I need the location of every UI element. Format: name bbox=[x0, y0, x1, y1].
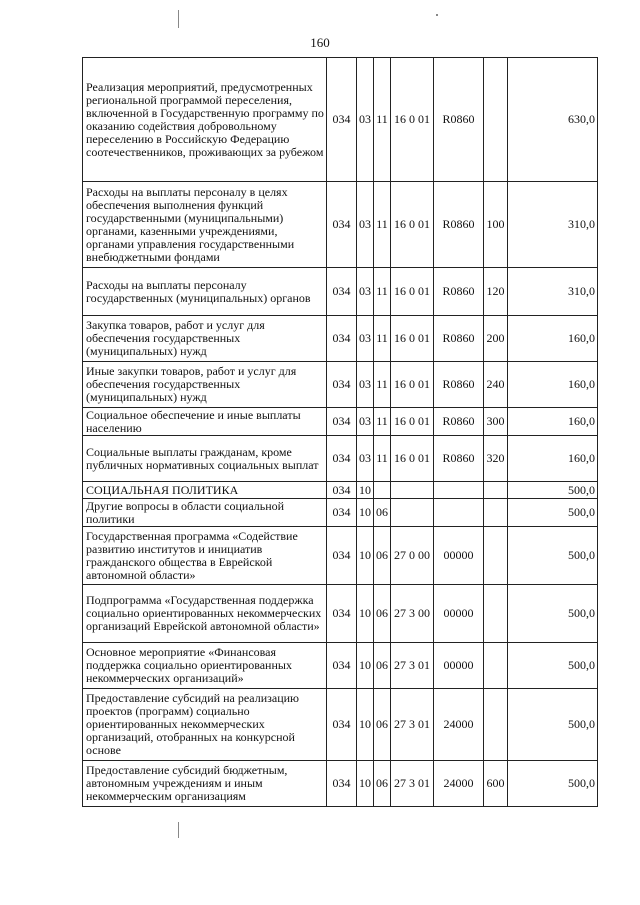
cell-rz: 10 bbox=[357, 761, 374, 807]
cell-pr: 06 bbox=[374, 643, 391, 689]
table-row bbox=[83, 643, 598, 689]
cell-pr: 11 bbox=[374, 408, 391, 436]
table-row bbox=[83, 585, 598, 643]
scan-mark bbox=[178, 822, 179, 838]
table-row bbox=[83, 761, 598, 807]
cell-name: Расходы на выплаты персоналу государственных (муниципальных) органов bbox=[83, 268, 327, 316]
cell-name: Реализация мероприятий, предусмотренных региональной программой переселения, включенной в Государственную программу по оказанию содействия добровольному переселению в Российскую Федерацию соотечественников, проживающих за рубежом bbox=[83, 58, 327, 182]
cell-csr-program: 27 3 01 bbox=[391, 689, 434, 761]
cell-name: Иные закупки товаров, работ и услуг для обеспечения государственных (муниципальных) нужд bbox=[83, 362, 327, 408]
cell-ved: 034 bbox=[327, 58, 357, 182]
cell-csr-direction: R0860 bbox=[434, 182, 484, 268]
cell-pr: 06 bbox=[374, 689, 391, 761]
cell-csr-direction: R0860 bbox=[434, 58, 484, 182]
cell-csr-program: 16 0 01 bbox=[391, 362, 434, 408]
cell-pr: 11 bbox=[374, 182, 391, 268]
cell-name: Основное мероприятие «Финансовая поддержка социально ориентированных некоммерческих организаций» bbox=[83, 643, 327, 689]
cell-rz: 10 bbox=[357, 482, 374, 499]
cell-pr: 06 bbox=[374, 527, 391, 585]
table-row bbox=[83, 482, 598, 499]
cell-pr: 11 bbox=[374, 58, 391, 182]
cell-pr: 11 bbox=[374, 316, 391, 362]
cell-vr bbox=[484, 482, 508, 499]
cell-csr-program: 16 0 01 bbox=[391, 268, 434, 316]
cell-csr-program: 16 0 01 bbox=[391, 58, 434, 182]
cell-ved: 034 bbox=[327, 527, 357, 585]
cell-pr bbox=[374, 482, 391, 499]
cell-csr-program: 27 3 01 bbox=[391, 643, 434, 689]
cell-csr-direction: 24000 bbox=[434, 761, 484, 807]
table-row bbox=[83, 436, 598, 482]
cell-rz: 03 bbox=[357, 436, 374, 482]
cell-rz: 03 bbox=[357, 182, 374, 268]
table-row bbox=[83, 408, 598, 436]
cell-name: Социальные выплаты гражданам, кроме публичных нормативных социальных выплат bbox=[83, 436, 327, 482]
cell-name: Другие вопросы в области социальной политики bbox=[83, 499, 327, 527]
cell-ved: 034 bbox=[327, 689, 357, 761]
cell-vr bbox=[484, 585, 508, 643]
cell-rz: 03 bbox=[357, 408, 374, 436]
cell-sum: 500,0 bbox=[508, 643, 598, 689]
cell-csr-program: 27 3 00 bbox=[391, 585, 434, 643]
cell-csr-program bbox=[391, 482, 434, 499]
cell-rz: 03 bbox=[357, 58, 374, 182]
cell-ved: 034 bbox=[327, 408, 357, 436]
cell-rz: 10 bbox=[357, 689, 374, 761]
cell-rz: 10 bbox=[357, 499, 374, 527]
cell-sum: 500,0 bbox=[508, 499, 598, 527]
page-number: 160 bbox=[310, 35, 330, 50]
cell-sum: 630,0 bbox=[508, 58, 598, 182]
cell-name: Предоставление субсидий бюджетным, автономным учреждениям и иным некоммерческим организациям bbox=[83, 761, 327, 807]
cell-ved: 034 bbox=[327, 362, 357, 408]
cell-name: СОЦИАЛЬНАЯ ПОЛИТИКА bbox=[83, 482, 327, 499]
cell-pr: 06 bbox=[374, 499, 391, 527]
table-row bbox=[83, 362, 598, 408]
table-row bbox=[83, 316, 598, 362]
cell-csr-program: 16 0 01 bbox=[391, 408, 434, 436]
cell-vr: 320 bbox=[484, 436, 508, 482]
cell-rz: 10 bbox=[357, 643, 374, 689]
cell-name: Социальное обеспечение и иные выплаты населению bbox=[83, 408, 327, 436]
cell-sum: 160,0 bbox=[508, 362, 598, 408]
cell-csr-direction bbox=[434, 482, 484, 499]
cell-ved: 034 bbox=[327, 643, 357, 689]
cell-csr-direction: R0860 bbox=[434, 316, 484, 362]
cell-csr-program: 16 0 01 bbox=[391, 436, 434, 482]
cell-csr-direction: 00000 bbox=[434, 643, 484, 689]
table-row bbox=[83, 268, 598, 316]
cell-ved: 034 bbox=[327, 482, 357, 499]
cell-sum: 500,0 bbox=[508, 585, 598, 643]
cell-vr bbox=[484, 58, 508, 182]
cell-sum: 500,0 bbox=[508, 482, 598, 499]
budget-table bbox=[82, 57, 598, 807]
cell-vr: 100 bbox=[484, 182, 508, 268]
cell-csr-program: 16 0 01 bbox=[391, 316, 434, 362]
cell-ved: 034 bbox=[327, 182, 357, 268]
cell-rz: 10 bbox=[357, 585, 374, 643]
cell-rz: 03 bbox=[357, 268, 374, 316]
cell-vr bbox=[484, 499, 508, 527]
cell-csr-direction: 00000 bbox=[434, 585, 484, 643]
table-row bbox=[83, 689, 598, 761]
cell-vr: 300 bbox=[484, 408, 508, 436]
cell-sum: 160,0 bbox=[508, 436, 598, 482]
cell-rz: 03 bbox=[357, 362, 374, 408]
cell-vr bbox=[484, 643, 508, 689]
cell-ved: 034 bbox=[327, 499, 357, 527]
cell-name: Расходы на выплаты персоналу в целях обеспечения выполнения функций государственными (муниципальными) органами, казенными учреждениями, органами управления государственными внебюджетными фондами bbox=[83, 182, 327, 268]
cell-csr-direction: R0860 bbox=[434, 436, 484, 482]
cell-pr: 06 bbox=[374, 585, 391, 643]
cell-sum: 500,0 bbox=[508, 761, 598, 807]
scan-mark bbox=[178, 10, 179, 28]
cell-pr: 11 bbox=[374, 268, 391, 316]
table-row bbox=[83, 58, 598, 182]
cell-vr bbox=[484, 527, 508, 585]
cell-sum: 310,0 bbox=[508, 268, 598, 316]
cell-vr: 120 bbox=[484, 268, 508, 316]
cell-pr: 11 bbox=[374, 436, 391, 482]
scan-mark bbox=[436, 14, 438, 16]
cell-csr-program: 16 0 01 bbox=[391, 182, 434, 268]
cell-sum: 500,0 bbox=[508, 689, 598, 761]
cell-name: Предоставление субсидий на реализацию проектов (программ) социально ориентированных некоммерческих организаций, отобранных на конкурсной основе bbox=[83, 689, 327, 761]
cell-csr-direction bbox=[434, 499, 484, 527]
cell-pr: 06 bbox=[374, 761, 391, 807]
table-row bbox=[83, 499, 598, 527]
cell-csr-direction: R0860 bbox=[434, 408, 484, 436]
cell-csr-direction: 24000 bbox=[434, 689, 484, 761]
cell-csr-direction: 00000 bbox=[434, 527, 484, 585]
cell-sum: 310,0 bbox=[508, 182, 598, 268]
cell-vr: 600 bbox=[484, 761, 508, 807]
cell-pr: 11 bbox=[374, 362, 391, 408]
cell-name: Подпрограмма «Государственная поддержка социально ориентированных некоммерческих организаций Еврейской автономной области» bbox=[83, 585, 327, 643]
cell-sum: 160,0 bbox=[508, 316, 598, 362]
cell-vr: 200 bbox=[484, 316, 508, 362]
cell-csr-program: 27 0 00 bbox=[391, 527, 434, 585]
cell-rz: 10 bbox=[357, 527, 374, 585]
cell-ved: 034 bbox=[327, 316, 357, 362]
table-body bbox=[83, 58, 598, 807]
cell-ved: 034 bbox=[327, 268, 357, 316]
cell-sum: 160,0 bbox=[508, 408, 598, 436]
cell-ved: 034 bbox=[327, 436, 357, 482]
table-row bbox=[83, 527, 598, 585]
cell-ved: 034 bbox=[327, 585, 357, 643]
cell-name: Государственная программа «Содействие развитию институтов и инициатив гражданского общества в Еврейской автономной области» bbox=[83, 527, 327, 585]
cell-csr-program: 27 3 01 bbox=[391, 761, 434, 807]
table-row bbox=[83, 182, 598, 268]
cell-sum: 500,0 bbox=[508, 527, 598, 585]
cell-vr: 240 bbox=[484, 362, 508, 408]
cell-csr-direction: R0860 bbox=[434, 362, 484, 408]
cell-csr-program bbox=[391, 499, 434, 527]
cell-ved: 034 bbox=[327, 761, 357, 807]
cell-rz: 03 bbox=[357, 316, 374, 362]
cell-name: Закупка товаров, работ и услуг для обеспечения государственных (муниципальных) нужд bbox=[83, 316, 327, 362]
cell-vr bbox=[484, 689, 508, 761]
cell-csr-direction: R0860 bbox=[434, 268, 484, 316]
